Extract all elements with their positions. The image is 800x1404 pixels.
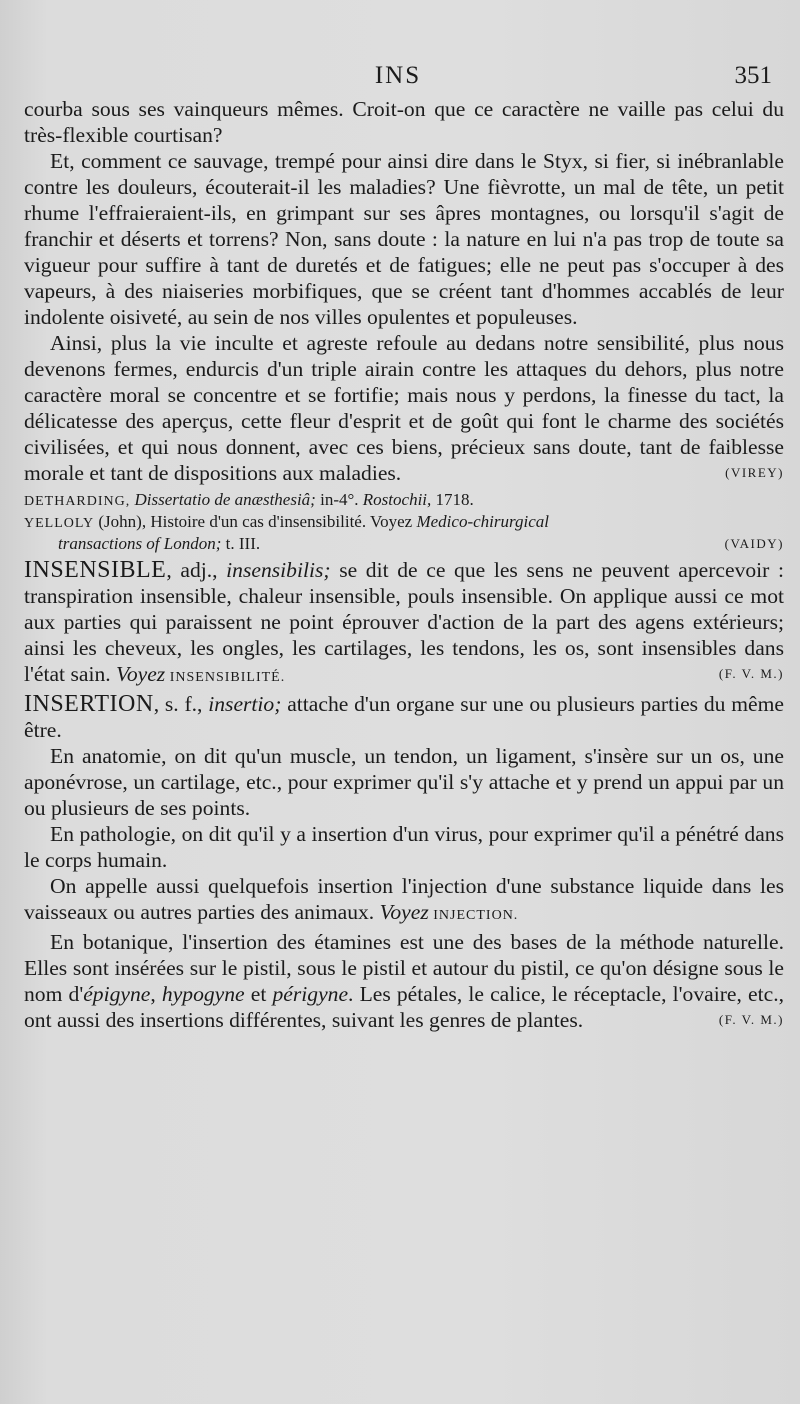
botanique-text-4: . Les pétales, le calice, le réceptacle, l'ovaire, etc., ont aussi des insertions différentes, suivant les genres de plantes. xyxy=(24,982,784,1032)
bib-format: in-4°. xyxy=(315,490,363,509)
bib-author: YELLOLY xyxy=(24,516,95,531)
paragraph-continuation: courba sous ses vainqueurs mêmes. Croit-on que ce caractère ne vaille pas celui du très-flexible courtisan? xyxy=(24,97,784,147)
botanique-text-3: et xyxy=(244,982,273,1006)
bib-year: 1718. xyxy=(431,490,474,509)
headword-insertion: INSERTION xyxy=(24,691,154,717)
paragraph-botanique xyxy=(24,929,784,1033)
grammar-insensible: , adj., xyxy=(166,558,218,582)
running-head: INS xyxy=(374,62,422,89)
bib-place: Rostochii, xyxy=(362,490,432,509)
paragraph-anatomie: En anatomie, on dit qu'un muscle, un tendon, un ligament, s'insère sur un os, une aponévrose, un cartilage, etc., pour exprimer qu'il s'y attache et y prend un appui par un ou plusieurs de ses points. xyxy=(24,744,784,820)
paragraph-ainsi-text: Ainsi, plus la vie inculte et agreste refoule au dedans notre sensibilité, plus nous devenons fermes, endurcis d'un triple airain contre les attaques du dehors, plus notre caractère moral se concentre et se fortifie; mais nous y perdons, la finesse du tact, la délicatesse des aperçus, cette fleur d'esprit et de goût qui font le charme des sociétés civilisées, et qui nous donnent, avec ces biens, précieux sans doute, tant de faiblesse morale et tant de dispositions aux maladies. xyxy=(24,331,784,485)
bib-journal-cont: transactions of London; xyxy=(58,534,222,553)
bibliography-entry-detharding xyxy=(24,490,784,512)
author-signature-virey: (VIREY) xyxy=(725,465,784,480)
definition-insensible: se dit de ce que les sens ne peuvent apercevoir : transpiration insensible, chaleur insensible, pouls insensible. On applique aussi ce mot aux parties qui paraissent ne point éprouver d'action de la part des agens extérieurs; ainsi les cheveux, les ongles, les cartilages, les tendons, les os, sont insensibles dans l'état sain. xyxy=(24,558,784,686)
latin-insensible: insensibilis; xyxy=(217,558,331,582)
page-body xyxy=(24,96,784,1033)
bibliography-entry-yelloly-cont xyxy=(24,534,784,554)
voyez-injection: Voyez xyxy=(379,900,429,924)
bibliography-entry-yelloly xyxy=(24,512,784,534)
term-epigyne: épigyne xyxy=(83,982,151,1006)
paragraph-pathologie: En pathologie, on dit qu'il y a insertion d'un virus, pour exprimer qu'il a pénétré dans le corps humain. xyxy=(24,822,784,872)
paragraph-ainsi xyxy=(24,330,784,486)
definition-insertion: attache d'un organe sur une ou plusieurs parties du même être. xyxy=(24,692,784,742)
entry-insertion xyxy=(24,691,784,743)
bib-volume: t. III. xyxy=(221,534,261,553)
voyez-insensible: Voyez xyxy=(116,662,166,686)
bib-title: Dissertatio de anæsthesiâ; xyxy=(134,490,316,509)
latin-insertion: insertio; xyxy=(202,692,282,716)
headword-insensible: INSENSIBLE xyxy=(24,557,167,583)
page-number: 351 xyxy=(734,62,772,89)
bib-author: DETHARDING, xyxy=(24,494,131,509)
xref-injection: INJECTION. xyxy=(428,908,519,923)
term-perigyne: périgyne xyxy=(272,982,349,1006)
bib-description: (John), Histoire d'un cas d'insensibilité. Voyez xyxy=(94,512,417,531)
injection-text: On appelle aussi quelquefois insertion l'injection d'une substance liquide dans les vaisseaux ou autres parties des animaux. xyxy=(24,874,784,924)
bibliography xyxy=(24,490,784,554)
author-signature-fvm-1: (F. V. M.) xyxy=(718,666,784,681)
paragraph-injection xyxy=(24,873,784,929)
author-signature-vaidy: (VAIDY) xyxy=(724,536,784,551)
bib-journal: Medico-chirurgical xyxy=(416,512,549,531)
xref-insensibilite: INSENSIBILITÉ. xyxy=(165,670,286,685)
botanique-text-2: , xyxy=(150,982,162,1006)
grammar-insertion: , s. f., xyxy=(153,692,203,716)
entry-insensible xyxy=(24,557,784,691)
page-header xyxy=(24,62,772,96)
paragraph-sauvage: Et, comment ce sauvage, trempé pour ainsi dire dans le Styx, si fier, si inébranlable contre les douleurs, écouterait-il les maladies? Une fièvrotte, un mal de tête, un petit rhume l'effraieraient-ils, en grimpant sur ses âpres montagnes, ou lorsqu'il s'agit de franchir et déserts et torrens? Non, sans doute : la nature en lui n'a pas trop de toute sa vigueur pour suffire à tant de duretés et de fatigues; elle ne peut pas s'occuper à des vapeurs, à des niaiseries morbifiques, que se créent tant d'hommes accablés de leur indolente oisiveté, au sein de nos villes opulentes et populeuses. xyxy=(24,149,784,329)
botanique-text-1: En botanique, l'insertion des étamines est une des bases de la méthode naturelle. Elles sont insérées sur le pistil, sous le pistil et autour du pistil, ce qu'on désigne sous le nom d' xyxy=(24,930,784,1006)
author-signature-fvm-2: (F. V. M.) xyxy=(718,1012,784,1027)
term-hypogyne: hypogyne xyxy=(161,982,245,1006)
